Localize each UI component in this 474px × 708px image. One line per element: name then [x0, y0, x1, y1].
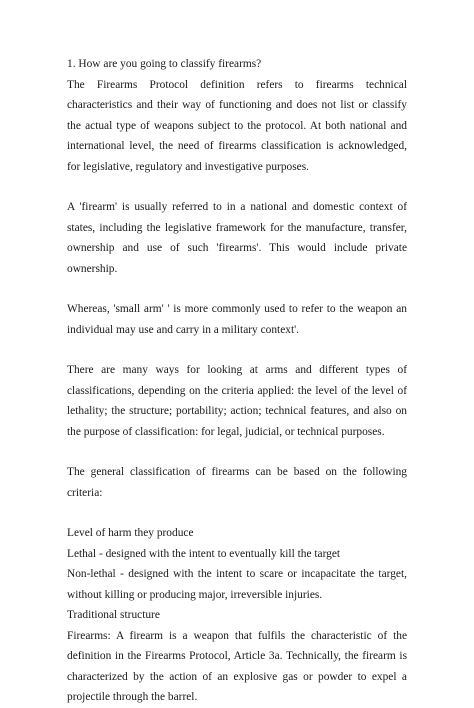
- paragraph-classification-ways: There are many ways for looking at arms and different types of classifications, depending on the criteria applied: the level of the level of lethality; the structure; portability; action; technical features, and also on the purpose of classification: for legal, judicial, or technical purposes.: [67, 364, 407, 438]
- paragraph-small-arm: Whereas, 'small arm' ' is more commonly used to refer to the weapon an individual may use and carry in a military context'.: [67, 303, 407, 336]
- paragraph-protocol-definition: The Firearms Protocol definition refers to firearms technical characteristics and their way of functioning and does not list or classify the actual type of weapons subject to the protocol. At both national and international level, the need of firearms classification is acknowledged, for legislative, regulatory and investigative purposes.: [67, 78, 407, 173]
- criteria-structure-heading: Traditional structure: [67, 609, 160, 621]
- criteria-lethal: Lethal - designed with the intent to eventually kill the target: [67, 547, 341, 560]
- criteria-non-lethal: Non-lethal - designed with the intent to scare or incapacitate the target, without killing or producing major, irreversible injuries.: [67, 568, 407, 601]
- criteria-harm-heading: Level of harm they produce: [67, 527, 194, 539]
- paragraph-general-criteria: The general classification of firearms can be based on the following criteria:: [67, 466, 407, 499]
- criteria-firearms-definition: Firearms: A firearm is a weapon that fulfils the characteristic of the definition in the Firearms Protocol, Article 3a. Technically, the firearm is characterized by the action of an explosive gas or powder to expel a projectile through the barrel.: [67, 629, 407, 703]
- paragraph-firearm-context: A 'firearm' is usually referred to in a national and domestic context of states, including the legislative framework for the manufacture, transfer, ownership and use of such 'firearms'. This would include private ownership.: [67, 201, 407, 275]
- question-heading: 1. How are you going to classify firearms?: [67, 58, 262, 70]
